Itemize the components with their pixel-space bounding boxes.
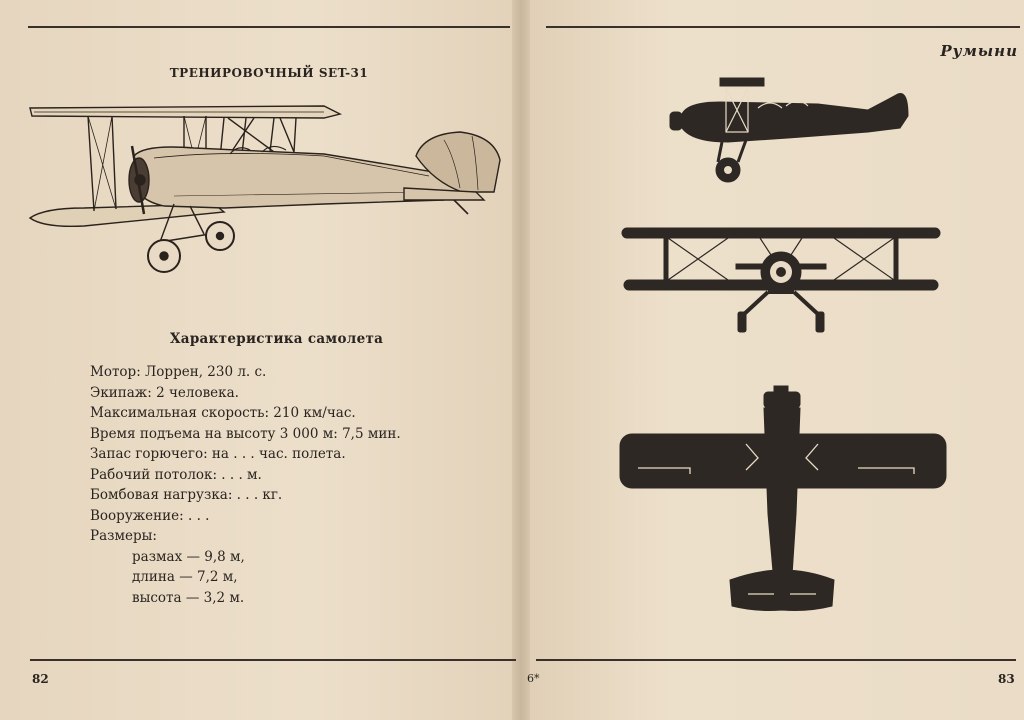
spec-dimensions-label: Размеры: bbox=[90, 528, 157, 544]
book-gutter bbox=[512, 0, 530, 720]
right-page-number: 83 bbox=[998, 672, 1015, 686]
spec-wingspan: размах — 9,8 м, bbox=[132, 548, 245, 565]
spec-bomb-load: Бомбовая нагрузка: . . . кг. bbox=[90, 487, 283, 503]
top-view-silhouette bbox=[618, 384, 948, 620]
left-page-number: 82 bbox=[32, 672, 49, 686]
right-top-rule bbox=[546, 26, 1020, 28]
spec-fuel: Запас горючего: на . . . час. полета. bbox=[90, 446, 346, 462]
side-view-silhouette bbox=[668, 76, 912, 186]
left-bottom-rule bbox=[30, 659, 516, 661]
spec-armament: Вооружение: . . . bbox=[90, 507, 210, 524]
aircraft-title: ТРЕНИРОВОЧНЫЙ SET-31 bbox=[169, 66, 369, 80]
spec-length: длина — 7,2 м, bbox=[132, 569, 238, 585]
spec-engine: Мотор: Лоррен, 230 л. с. bbox=[90, 364, 267, 380]
spec-climb-time: Время подъема на высоту 3 000 м: 7,5 мин. bbox=[90, 425, 401, 442]
biplane-illustration bbox=[24, 96, 514, 280]
region-heading: Румыни bbox=[940, 42, 1018, 60]
left-top-rule bbox=[28, 26, 510, 28]
right-bottom-rule bbox=[536, 659, 1016, 661]
spec-list bbox=[90, 362, 401, 608]
spec-crew: Экипаж: 2 человека. bbox=[90, 384, 239, 401]
front-view-silhouette bbox=[618, 222, 944, 338]
spec-max-speed: Максимальная скорость: 210 км/час. bbox=[90, 405, 356, 421]
spec-heading: Характеристика самолета bbox=[170, 331, 384, 347]
signature-mark: 6* bbox=[527, 672, 540, 685]
spec-ceiling: Рабочий потолок: . . . м. bbox=[90, 466, 262, 483]
spec-height: высота — 3,2 м. bbox=[132, 589, 245, 606]
